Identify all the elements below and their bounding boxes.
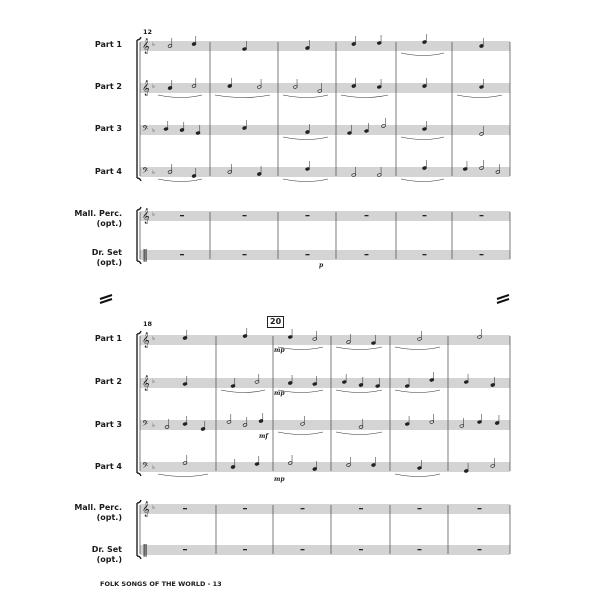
percussion-clef-icon: ∥ (142, 543, 149, 558)
flat-key-signature-icon: ♭ (152, 211, 155, 218)
treble-clef-icon: 𝄞 (142, 39, 150, 54)
flat-key-signature-icon: ♭ (152, 169, 155, 176)
rest-icon (365, 215, 369, 216)
bass-clef-icon: 𝄢 (142, 167, 149, 178)
mallet-opt: (opt.) (96, 218, 122, 228)
rest-icon (478, 549, 482, 550)
part-label: Part 2 (94, 377, 122, 386)
bass-clef-icon: 𝄢 (142, 462, 149, 473)
page-footer: FOLK SONGS OF THE WORLD - 13 (100, 580, 222, 588)
rest-icon (306, 215, 310, 216)
rest-icon (243, 549, 247, 550)
rest-icon (359, 549, 363, 550)
bracket (137, 37, 141, 181)
part-label: Part 4 (94, 167, 122, 176)
slur (336, 432, 382, 435)
rest-icon (301, 549, 305, 550)
slur (283, 179, 328, 182)
treble-clef-icon: 𝄞 (142, 376, 150, 391)
slur (457, 95, 502, 98)
part-label (62, 545, 122, 564)
rest-icon (480, 254, 484, 255)
treble-clef-icon: 𝄞 (142, 81, 150, 96)
treble-clef-icon: 𝄞 (142, 209, 150, 224)
part-label (62, 248, 122, 267)
percussion-clef-icon: ∥ (142, 248, 149, 263)
drum-opt: (opt.) (96, 554, 122, 564)
slur (158, 179, 202, 182)
slur (221, 390, 265, 393)
rest-icon (478, 508, 482, 509)
rest-icon (180, 254, 184, 255)
system-separator-icon (497, 295, 509, 303)
slur (278, 432, 323, 435)
slur (336, 390, 382, 393)
flat-key-signature-icon: ♭ (152, 378, 155, 385)
bass-clef-icon: 𝄢 (142, 420, 149, 431)
flat-key-signature-icon: ♭ (152, 464, 155, 471)
slur (215, 95, 270, 98)
part-label: Part 2 (94, 82, 122, 91)
rest-icon (180, 215, 184, 216)
mallet-opt: (opt.) (96, 512, 122, 522)
treble-clef-icon: 𝄞 (142, 502, 150, 517)
rest-icon (183, 549, 187, 550)
rest-icon (423, 215, 427, 216)
rest-icon (243, 215, 247, 216)
rest-icon (243, 254, 247, 255)
part-label: Part 1 (94, 334, 122, 343)
slur (283, 137, 328, 140)
slur (395, 347, 440, 350)
flat-key-signature-icon: ♭ (152, 83, 155, 90)
slur (395, 474, 440, 477)
flat-key-signature-icon: ♭ (152, 335, 155, 342)
rest-icon (183, 508, 187, 509)
drum-opt: (opt.) (96, 257, 122, 267)
slur (158, 474, 208, 477)
rest-icon (418, 508, 422, 509)
rest-icon (301, 508, 305, 509)
slur (401, 53, 444, 56)
dynamic-marking: mp (274, 390, 285, 397)
slur (395, 390, 440, 393)
dynamic-marking: mp (274, 347, 285, 354)
rest-icon (243, 508, 247, 509)
mallet-label: Mall. Perc. (74, 503, 122, 512)
bracket (137, 207, 141, 264)
flat-key-signature-icon: ♭ (152, 422, 155, 429)
measure-number: 18 (143, 320, 153, 328)
slur (336, 347, 382, 350)
dynamic-marking: mp (274, 476, 285, 483)
flat-key-signature-icon: ♭ (152, 41, 155, 48)
slur (401, 179, 444, 182)
rest-icon (306, 254, 310, 255)
rest-icon (359, 508, 363, 509)
bracket (137, 331, 141, 476)
part-label (62, 209, 122, 228)
part-label: Part 4 (94, 462, 122, 471)
slur (341, 95, 388, 98)
part-label (62, 503, 122, 522)
part-label: Part 3 (94, 124, 122, 133)
bass-clef-icon: 𝄢 (142, 125, 149, 136)
part-label: Part 3 (94, 420, 122, 429)
mallet-label: Mall. Perc. (74, 209, 122, 218)
rest-icon (365, 254, 369, 255)
rest-icon (423, 254, 427, 255)
rest-icon (418, 549, 422, 550)
dynamic-marking: mf (259, 433, 268, 440)
slur (401, 137, 444, 140)
dynamic-marking: p (319, 262, 324, 269)
treble-clef-icon: 𝄞 (142, 333, 150, 348)
drum-label: Dr. Set (91, 248, 122, 257)
flat-key-signature-icon: ♭ (152, 504, 155, 511)
rest-icon (480, 215, 484, 216)
slur (158, 95, 202, 98)
rehearsal-mark: 20 (267, 316, 284, 328)
slur (283, 95, 328, 98)
part-label: Part 1 (94, 40, 122, 49)
flat-key-signature-icon: ♭ (152, 127, 155, 134)
drum-label: Dr. Set (91, 545, 122, 554)
system-separator-icon (100, 295, 112, 303)
measure-number: 12 (143, 28, 153, 36)
